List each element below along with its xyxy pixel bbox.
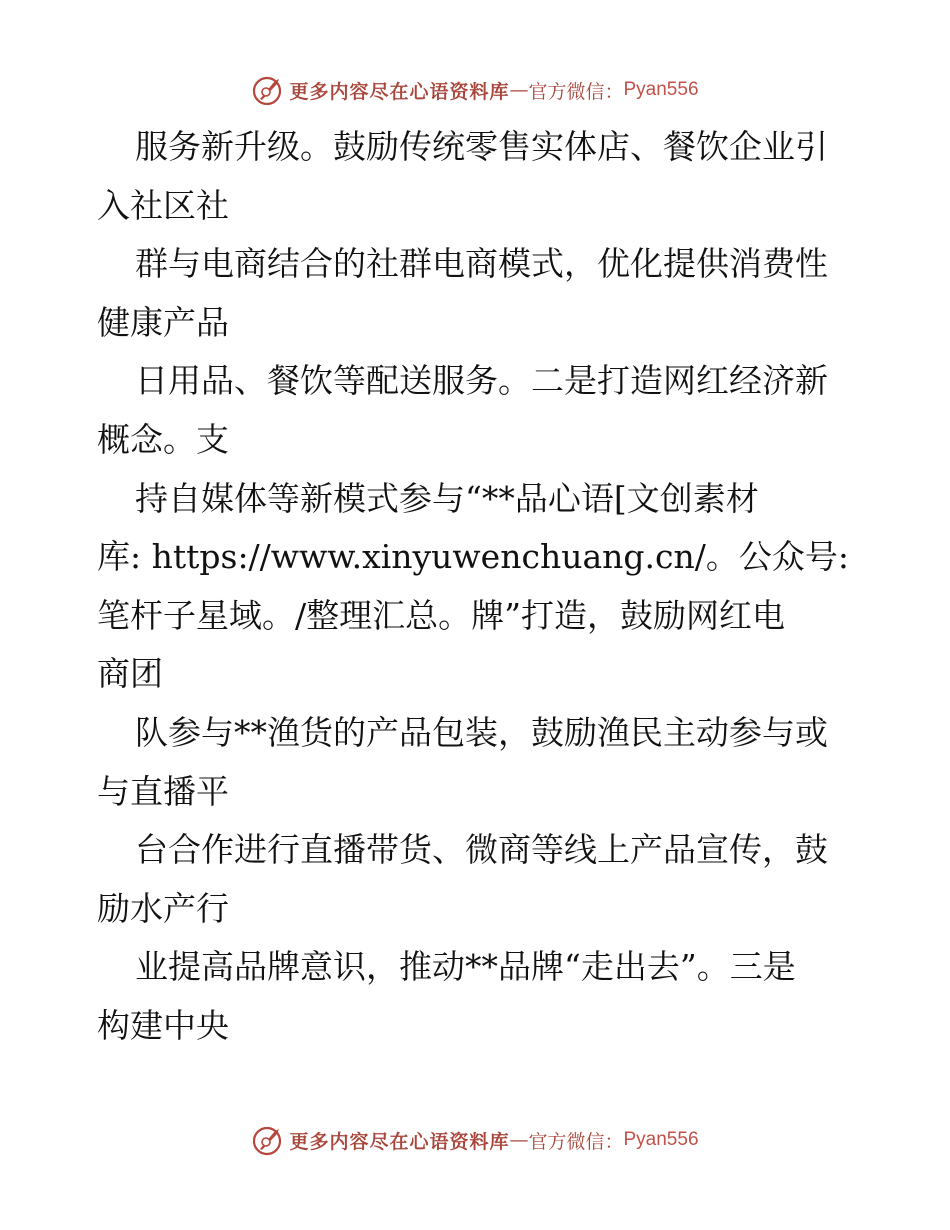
footer-watermark-banner (0, 1122, 950, 1158)
banner-contact-label: 官方微信： (528, 1130, 624, 1153)
body-line: 群与电商结合的社群电商模式，优化提供消费性 (135, 244, 828, 284)
banner-main-text: 更多内容尽在心语资料库 (289, 80, 510, 103)
body-line: 健康产品 (97, 302, 229, 342)
banner-separator: — (509, 1129, 529, 1151)
banner-contact-id: Pyan556 (623, 1129, 699, 1150)
body-line: 笔杆子星域。/整理汇总。牌”打造，鼓励网红电 (97, 595, 785, 635)
quill-logo-icon (251, 1123, 285, 1157)
body-line: 库: https://www.xinyuwenchuang.cn/。公众号: (97, 537, 849, 577)
body-line: 业提高品牌意识，推动**品牌“走出去”。三是 (135, 947, 796, 987)
banner-main-text: 更多内容尽在心语资料库 (289, 1130, 510, 1153)
body-line: 构建中央 (97, 1005, 229, 1045)
body-line: 持自媒体等新模式参与“**品心语[文创素材 (135, 478, 759, 518)
header-watermark-banner (0, 72, 950, 108)
banner-contact-label: 官方微信： (528, 80, 624, 103)
body-line: 台合作进行直播带货、微商等线上产品宣传，鼓 (135, 830, 828, 870)
quill-logo-icon (251, 73, 285, 107)
document-body (97, 118, 867, 1056)
body-line: 励水产行 (97, 888, 229, 928)
body-line: 服务新升级。鼓励传统零售实体店、餐饮企业引 (135, 127, 828, 166)
body-line: 队参与**渔货的产品包装，鼓励渔民主动参与或 (135, 712, 828, 752)
body-line: 入社区社 (97, 185, 229, 225)
body-line: 商团 (97, 654, 163, 694)
banner-separator: — (509, 79, 529, 101)
body-line: 与直播平 (97, 771, 229, 811)
banner-contact-id: Pyan556 (623, 79, 699, 100)
body-line: 概念。支 (97, 419, 229, 459)
body-line: 日用品、餐饮等配送服务。二是打造网红经济新 (135, 361, 828, 401)
